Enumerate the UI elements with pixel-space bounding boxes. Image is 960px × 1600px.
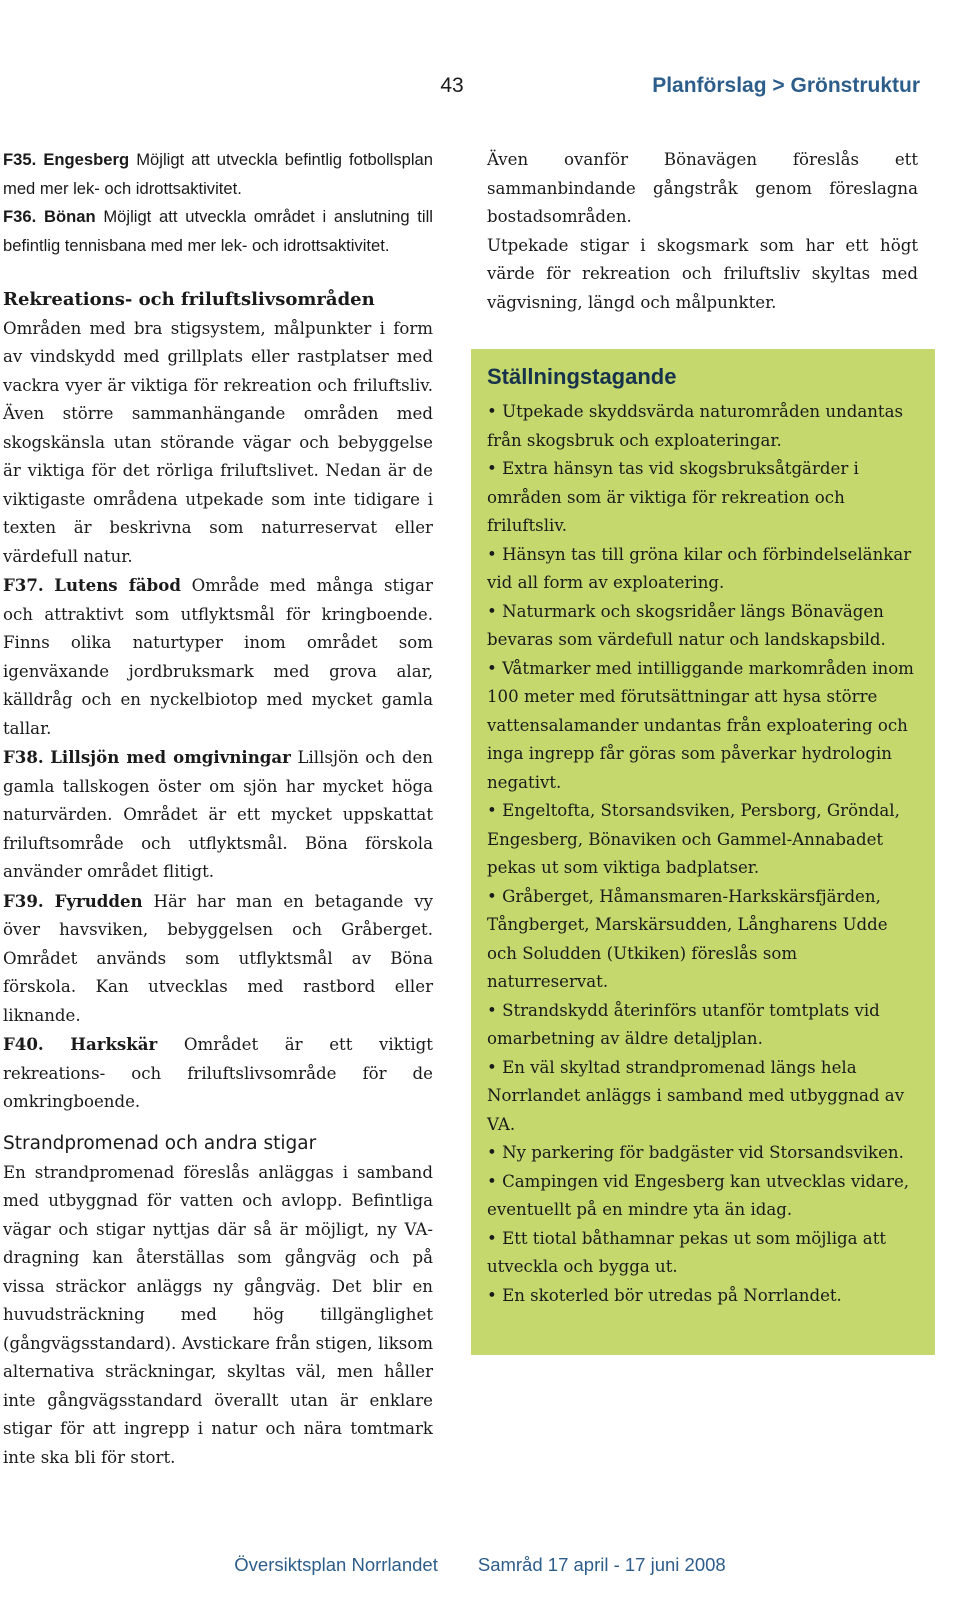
right-column (487, 146, 918, 317)
item-code: F35. (3, 150, 37, 169)
item-text: Här har man en betagande vy över havsviken, bebyggelsen och Gråberget. Området används som utflyktsmål av Böna förskola. Kan utvecklas med rastbord eller liknande. (3, 891, 434, 1025)
list-item-text: En väl skyltad strandpromenad längs hela Norrlandet anläggs i samband med utbyggnad av VA. (487, 1057, 905, 1134)
list-item (487, 1168, 919, 1225)
stallningstagande-list (487, 398, 919, 1310)
item-f38 (3, 743, 433, 887)
list-item (487, 797, 919, 883)
list-item (487, 1139, 919, 1168)
list-item-text: Ett tiotal båthamnar pekas ut som möjliga att utveckla och bygga ut. (487, 1228, 887, 1276)
bullet: • (487, 1057, 497, 1077)
list-item (487, 655, 919, 798)
item-text: Möjligt att utveckla området i anslutning till befintlig tennisbana med mer lek- och idrottsaktivitet. (3, 207, 433, 255)
heading-strandpromenad: Strandpromenad och andra stigar (3, 1132, 317, 1154)
list-item (487, 455, 919, 541)
bullet: • (487, 1143, 497, 1162)
list-item (487, 883, 919, 997)
page-number: 43 (440, 74, 464, 97)
item-name: Lillsjön med omgivningar (50, 747, 291, 767)
left-column (3, 146, 433, 1472)
list-item (487, 398, 919, 455)
item-code: F37. (3, 575, 44, 595)
paragraph-strandpromenad: En strandpromenad föreslås anläggas i samband med utbyggnad för vatten och avlopp. Befintliga vägar och stigar nyttjas där så är möjligt, ny VA-dragning kan återställas som gångväg och på vissa sträckor anläggs ny gångväg. Det blir en huvudsträckning med hög tillgänglighet (gångvägsstandard). Avstickare från stigen, liksom alternativa sträckningar, skyltas väl, men håller inte gångvägsstandard överallt utan är enklare stigar för att ingrepp i natur och nära tomtmark inte ska bli för stort. (3, 1162, 433, 1467)
heading-rekreation: Rekreations- och friluftslivsområden (3, 289, 375, 310)
list-item (487, 1225, 919, 1282)
footer-consultation-dates: Samråd 17 april - 17 juni 2008 (477, 1554, 726, 1575)
box-title: Ställningstagande (487, 364, 677, 389)
list-item (487, 1282, 919, 1311)
bullet: • (487, 1171, 497, 1191)
bullet: • (487, 1285, 497, 1305)
item-text: Lillsjön och den gamla tallskogen öster om sjön har mycket höga naturvärden. Området är ett mycket uppskattat friluftsområde och utflyktsmål. Böna förskola använder området flitigt. (3, 748, 433, 881)
item-f39 (3, 887, 433, 1031)
list-item (487, 598, 919, 655)
list-item-text: Engeltofta, Storsandsviken, Persborg, Gröndal, Engesberg, Bönaviken och Gammel-Annabadet pekas ut som viktiga badplatser. (487, 801, 900, 877)
list-item-text: Våtmarker med intilliggande markområden inom 100 meter med förutsättningar att hysa större vattensalamander undantas från exploatering och inga ingrepp får göras som påverkar hydrologin negativt. (487, 658, 914, 792)
bullet: • (487, 886, 497, 906)
item-code: F40. (3, 1034, 44, 1054)
list-item-text: Utpekade skyddsvärda naturområden undantas från skogsbruk och exploateringar. (487, 402, 904, 450)
item-name: Harkskär (70, 1034, 158, 1054)
item-code: F38. (3, 747, 44, 767)
list-item (487, 1054, 919, 1140)
item-f36 (3, 203, 433, 260)
paragraph-gangstrak: Även ovanför Bönavägen föreslås ett sammanbindande gångstråk genom föreslagna bostadsområden. (487, 150, 918, 226)
list-item-text: Naturmark och skogsridåer längs Bönavägen bevaras som värdefull natur och landskapsbild. (487, 601, 886, 649)
item-text: Området är ett viktigt rekreations- och friluftslivsområde för de omkringboende. (3, 1035, 433, 1111)
item-name: Engesberg (43, 150, 130, 169)
stallningstagande-box (471, 349, 935, 1355)
bullet: • (487, 1000, 497, 1020)
list-item-text: Extra hänsyn tas vid skogsbruksåtgärder i områden som är viktiga för rekreation och friluftsliv. (487, 459, 859, 535)
item-f37 (3, 571, 433, 743)
list-item-text: Hänsyn tas till gröna kilar och förbindelselänkar vid all form av exploatering. (487, 544, 912, 592)
list-item-text: Gråberget, Håmansmaren-Harkskärsfjärden, Tångberget, Marskärsudden, Långharens Udde och Soludden (Utkiken) föreslås som naturreservat. (487, 886, 888, 991)
list-item-text: Strandskydd återinförs utanför tomtplats vid omarbetning av äldre detaljplan. (487, 1000, 880, 1048)
list-item (487, 541, 919, 598)
list-item (487, 997, 919, 1054)
item-code: F39. (3, 890, 44, 911)
footer-document-title: Översiktsplan Norrlandet (234, 1554, 438, 1575)
bullet: • (487, 801, 497, 820)
item-name: Bönan (43, 207, 96, 226)
page-footer (0, 1554, 960, 1576)
item-f40 (3, 1030, 433, 1117)
bullet: • (487, 459, 497, 478)
paragraph-rekreation: Områden med bra stigsystem, målpunkter i form av vindskydd med grillplats eller rastplatser med vackra vyer är viktiga för rekreation och friluftsliv. Även större sammanhängande områden med skogskänsla utan störande vägar och bebyggelse är viktiga för det rörliga friluftslivet. Nedan är de viktigaste områdena utpekade som inte tidigare i texten är beskrivna som naturreservat eller värdefull natur. (3, 318, 433, 566)
bullet: • (487, 544, 497, 564)
list-item-text: Ny parkering för badgäster vid Storsandsviken. (502, 1143, 904, 1162)
paragraph-stigar: Utpekade stigar i skogsmark som har ett högt värde för rekreation och friluftsliv skyltas med vägvisning, längd och målpunkter. (487, 235, 918, 312)
section-title: Planförslag > Grönstruktur (652, 74, 920, 97)
item-text: Område med många stigar och attraktivt som utflyktsmål för kringboende. Finns olika naturtyper inom området som igenväxande jordbruksmark med grova alar, källdråg och en nyckelbiotop med mycket gamla tallar. (3, 576, 433, 738)
item-text: Möjligt att utveckla befintlig fotbollsplan med mer lek- och idrottsaktivitet. (3, 150, 433, 198)
item-name: Fyrudden (54, 890, 143, 911)
bullet: • (487, 402, 497, 421)
bullet: • (487, 1228, 497, 1248)
list-item-text: En skoterled bör utredas på Norrlandet. (502, 1285, 842, 1305)
bullet: • (487, 601, 497, 621)
list-item-text: Campingen vid Engesberg kan utvecklas vidare, eventuellt på en mindre yta än idag. (487, 1171, 910, 1219)
item-f35 (3, 146, 433, 203)
item-code: F36. (3, 207, 37, 226)
item-name: Lutens fäbod (54, 575, 181, 595)
bullet: • (487, 658, 497, 678)
